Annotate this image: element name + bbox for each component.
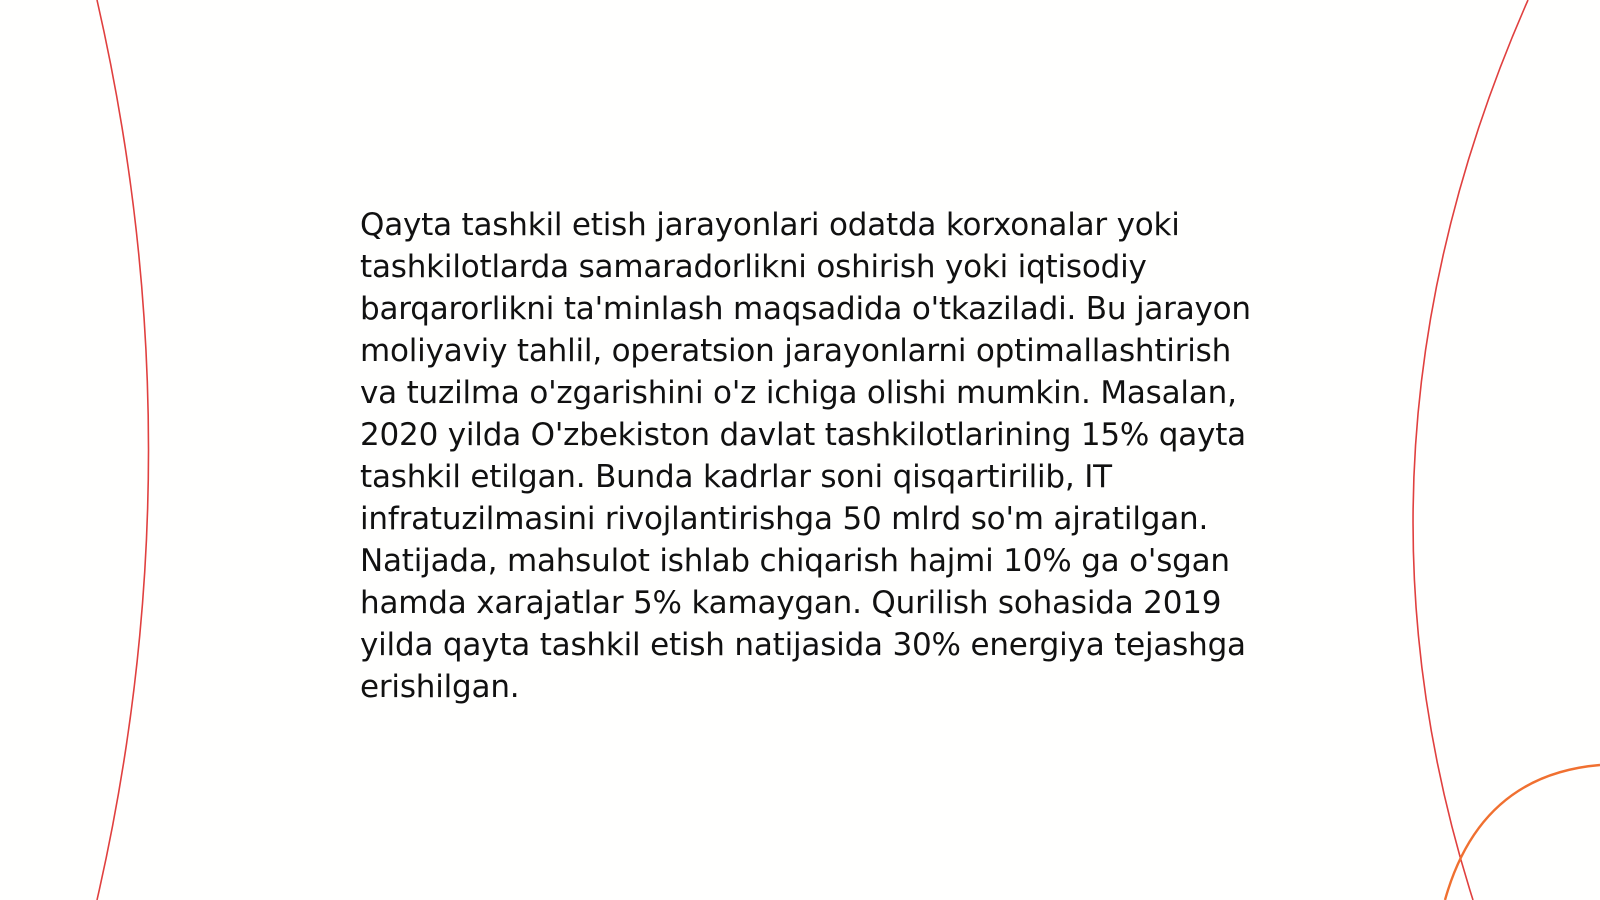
right-decorative-arc (1413, 0, 1528, 900)
left-decorative-arc (97, 0, 149, 900)
slide-body-text: Qayta tashkil etish jarayonlari odatda korxonalar yoki tashkilotlarda samaradorlikni oshirish yoki iqtisodiy barqarorlikni ta'minlash maqsadida o'tkaziladi. Bu jarayon moliyaviy tahlil, operatsion jarayonlarni optimallashtirish va tuzilma o'zgarishini o'z ichiga olishi mumkin. Masalan, 2020 yilda O'zbekiston davlat tashkilotlarining 15% qayta tashkil etilgan. Bunda kadrlar soni qisqartirilib, IT infratuzilmasini rivojlantirishga 50 mlrd so'm ajratilgan. Natijada, mahsulot ishlab chiqarish hajmi 10% ga o'sgan hamda xarajatlar 5% kamaygan. Qurilish sohasida 2019 yilda qayta tashkil etish natijasida 30% energiya tejashga erishilgan. (360, 207, 1251, 705)
corner-decorative-arc (1445, 765, 1600, 900)
